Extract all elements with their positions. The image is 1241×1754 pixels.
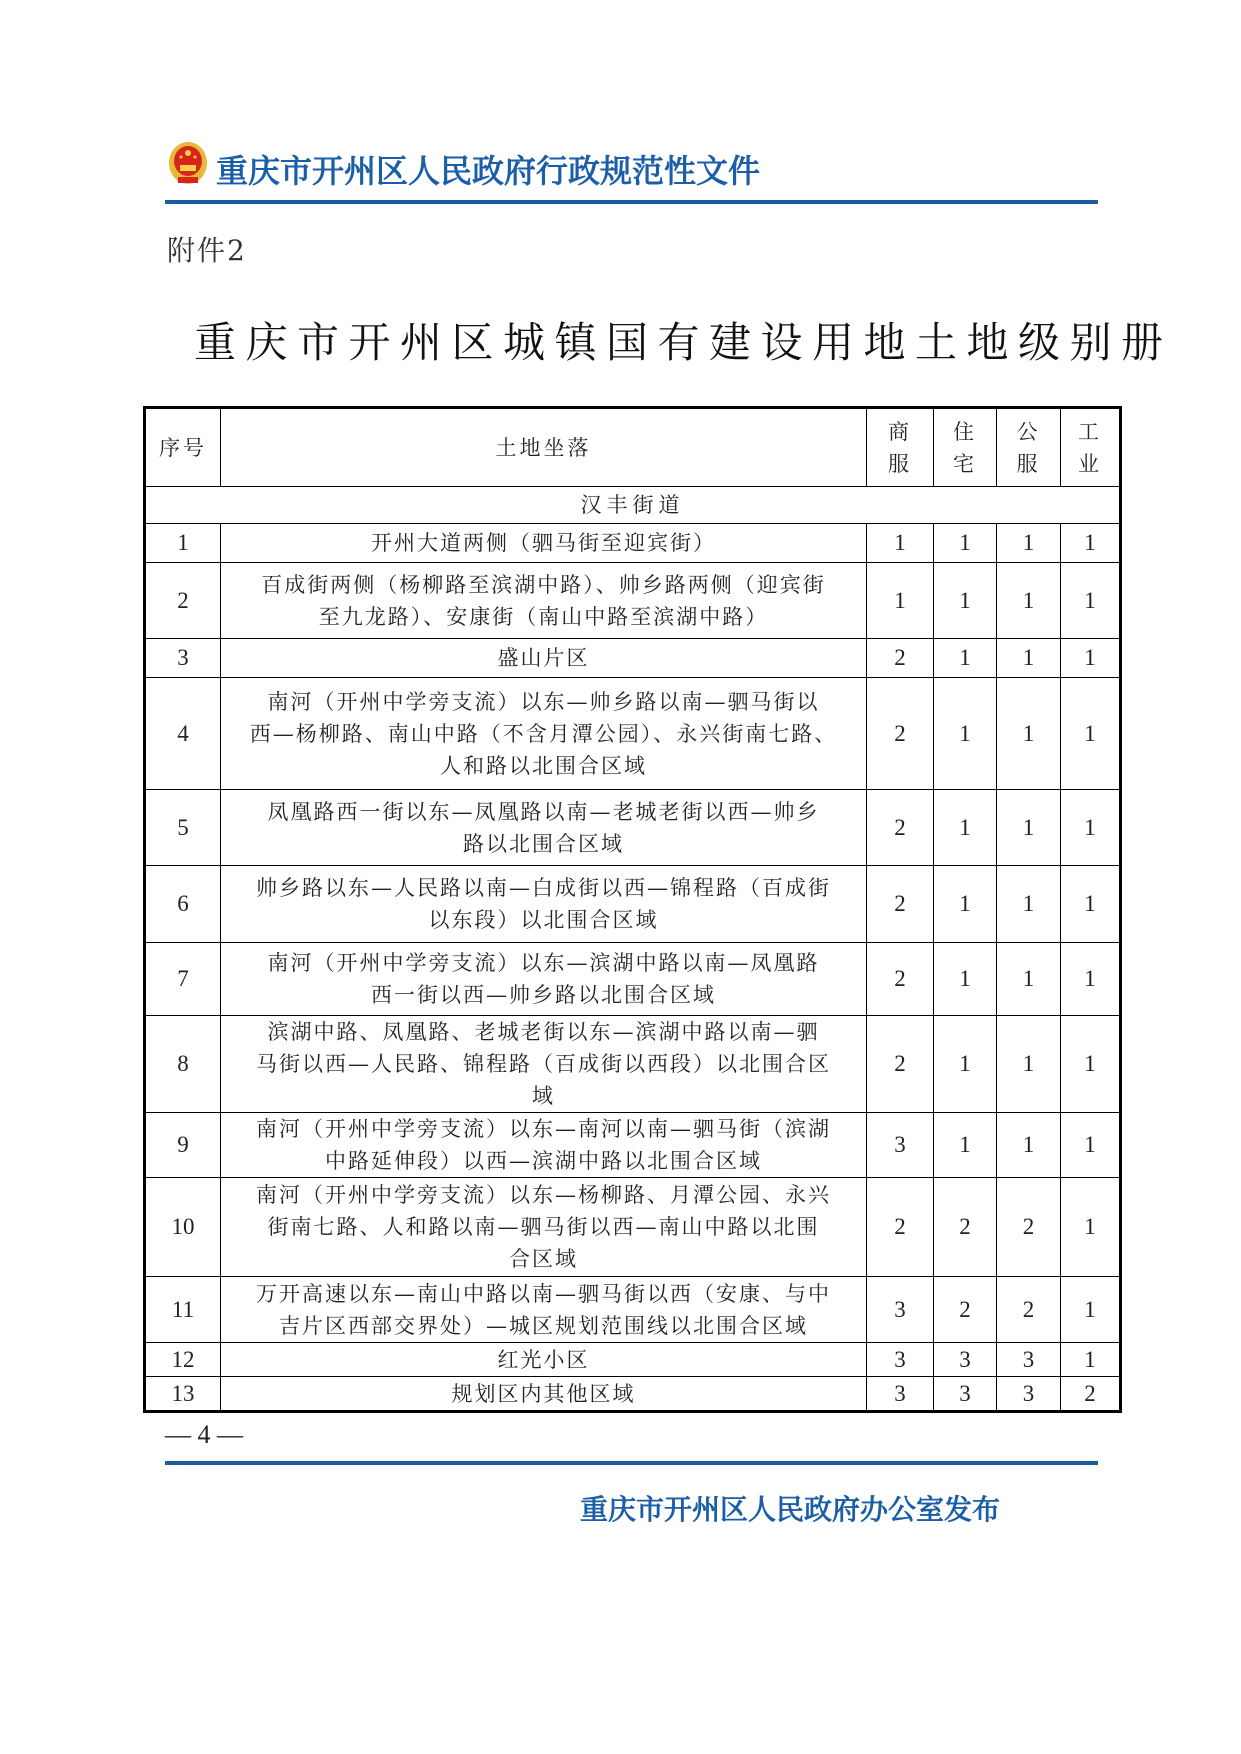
residential-level: 1 [934,678,997,790]
table-row [145,1016,1121,1113]
national-emblem-icon [168,141,208,187]
header-commercial: 商 服 [867,408,934,487]
section-row [145,487,1121,524]
row-location [221,790,867,866]
commercial-level: 1 [867,524,934,563]
location-line: 马街以西—人民路、锦程路（百成街以西段）以北围合区 [256,1052,831,1076]
industrial-level: 1 [1061,790,1121,866]
industrial-level: 1 [1061,1016,1121,1113]
row-number: 8 [145,1016,221,1113]
residential-level: 1 [934,790,997,866]
row-number: 11 [145,1277,221,1343]
public-level: 1 [997,1016,1061,1113]
public-level: 2 [997,1178,1061,1277]
table-row [145,563,1121,639]
row-location [221,524,867,563]
row-location [221,1113,867,1178]
commercial-level: 2 [867,943,934,1016]
table-row [145,639,1121,678]
header-residential: 住 宅 [934,408,997,487]
public-level: 1 [997,1113,1061,1178]
attachment-label: 附件2 [167,234,247,267]
residential-level: 3 [934,1343,997,1377]
commercial-level: 2 [867,790,934,866]
location-line: 南河（开州中学旁支流）以东—滨湖中路以南—凤凰路 [267,951,820,975]
row-number: 13 [145,1377,221,1412]
land-grade-table [143,406,1122,1413]
row-number: 7 [145,943,221,1016]
row-number: 4 [145,678,221,790]
industrial-level: 1 [1061,1343,1121,1377]
header-rule [165,200,1098,204]
location-line: 凤凰路西一街以东—凤凰路以南—老城老街以西—帅乡 [267,799,820,824]
industrial-level: 1 [1061,639,1121,678]
row-number: 1 [145,524,221,563]
location-line: 路以北围合区域 [463,831,624,856]
residential-level: 1 [934,943,997,1016]
location-line: 帅乡路以东—人民路以南—白成街以西—锦程路（百成街 [256,876,831,900]
industrial-level: 2 [1061,1377,1121,1412]
location-line: 南河（开州中学旁支流）以东—帅乡路以南—驷马街以 [267,689,820,714]
public-level: 1 [997,866,1061,943]
table-row [145,1377,1121,1412]
row-location [221,639,867,678]
location-line: 南河（开州中学旁支流）以东—南河以南—驷马街（滨湖 [256,1117,831,1141]
header-title: 重庆市开州区人民政府行政规范性文件 [216,152,761,190]
industrial-level: 1 [1061,866,1121,943]
location-line: 合区域 [509,1247,578,1271]
public-level: 1 [997,524,1061,563]
commercial-level: 2 [867,639,934,678]
row-location [221,563,867,639]
row-number: 3 [145,639,221,678]
industrial-level: 1 [1061,678,1121,790]
table-row [145,866,1121,943]
industrial-level: 1 [1061,524,1121,563]
residential-level: 1 [934,866,997,943]
header-location: 土地坐落 [221,408,867,487]
location-line: 中路延伸段）以西—滨湖中路以北围合区域 [325,1149,762,1173]
residential-level: 3 [934,1377,997,1412]
public-level: 1 [997,790,1061,866]
commercial-level: 3 [867,1113,934,1178]
header-industrial: 工 业 [1061,408,1121,487]
public-level: 3 [997,1377,1061,1412]
residential-level: 1 [934,1016,997,1113]
row-location [221,1343,867,1377]
commercial-level: 2 [867,866,934,943]
row-location [221,678,867,790]
table-row [145,943,1121,1016]
commercial-level: 3 [867,1277,934,1343]
location-line: 规划区内其他区域 [451,1381,636,1406]
row-number: 12 [145,1343,221,1377]
location-line: 西一街以西—帅乡路以北围合区域 [371,983,716,1007]
table-row [145,1343,1121,1377]
public-level: 1 [997,563,1061,639]
table-header-row [145,408,1121,487]
commercial-level: 1 [867,563,934,639]
header-public: 公 服 [997,408,1061,487]
location-line: 百成街两侧（杨柳路至滨湖中路）、帅乡路两侧（迎宾街 [261,572,826,597]
header-seq: 序号 [145,408,221,487]
row-number: 6 [145,866,221,943]
commercial-level: 2 [867,678,934,790]
row-location [221,1277,867,1343]
public-level: 2 [997,1277,1061,1343]
document-title: 重庆市开州区城镇国有建设用地土地级别册 [194,318,1173,367]
table-row [145,1113,1121,1178]
location-line: 街南七路、人和路以南—驷马街以西—南山中路以北围 [267,1215,820,1239]
residential-level: 1 [934,524,997,563]
industrial-level: 1 [1061,943,1121,1016]
location-line: 西—杨柳路、南山中路（不含月潭公园）、永兴街南七路、 [249,721,838,746]
location-line: 南河（开州中学旁支流）以东—杨柳路、月潭公园、永兴 [256,1183,831,1207]
residential-level: 2 [934,1277,997,1343]
commercial-level: 3 [867,1343,934,1377]
residential-level: 1 [934,1113,997,1178]
industrial-level: 1 [1061,1113,1121,1178]
table-row [145,678,1121,790]
location-line: 域 [532,1084,555,1108]
industrial-level: 1 [1061,563,1121,639]
table-row [145,1277,1121,1343]
location-line: 盛山片区 [497,646,590,670]
commercial-level: 2 [867,1016,934,1113]
public-level: 1 [997,943,1061,1016]
location-line: 人和路以北围合区域 [440,753,647,778]
footer-publisher: 重庆市开州区人民政府办公室发布 [580,1493,1001,1526]
location-line: 至九龙路）、安康街（南山中路至滨湖中路） [318,604,769,629]
public-level: 3 [997,1343,1061,1377]
public-level: 1 [997,639,1061,678]
public-level: 1 [997,678,1061,790]
residential-level: 2 [934,1178,997,1277]
row-number: 2 [145,563,221,639]
location-line: 以东段）以北围合区域 [428,908,659,932]
location-line: 吉片区西部交界处）—城区规划范围线以北围合区域 [279,1313,808,1338]
industrial-level: 1 [1061,1178,1121,1277]
table-row [145,790,1121,866]
footer-rule [165,1461,1098,1465]
row-location [221,943,867,1016]
section-title: 汉丰街道 [145,487,1121,524]
row-number: 10 [145,1178,221,1277]
residential-level: 1 [934,639,997,678]
row-number: 5 [145,790,221,866]
residential-level: 1 [934,563,997,639]
row-location [221,1178,867,1277]
row-location [221,1016,867,1113]
row-location [221,1377,867,1412]
row-location [221,866,867,943]
industrial-level: 1 [1061,1277,1121,1343]
table-row [145,524,1121,563]
location-line: 滨湖中路、凤凰路、老城老街以东—滨湖中路以南—驷 [267,1020,820,1044]
location-line: 红光小区 [497,1347,590,1372]
commercial-level: 3 [867,1377,934,1412]
location-line: 万开高速以东—南山中路以南—驷马街以西（安康、与中 [256,1281,831,1306]
commercial-level: 2 [867,1178,934,1277]
location-line: 开州大道两侧（驷马街至迎宾街） [371,531,716,555]
row-number: 9 [145,1113,221,1178]
page-number: — 4 — [165,1420,243,1449]
table-row [145,1178,1121,1277]
